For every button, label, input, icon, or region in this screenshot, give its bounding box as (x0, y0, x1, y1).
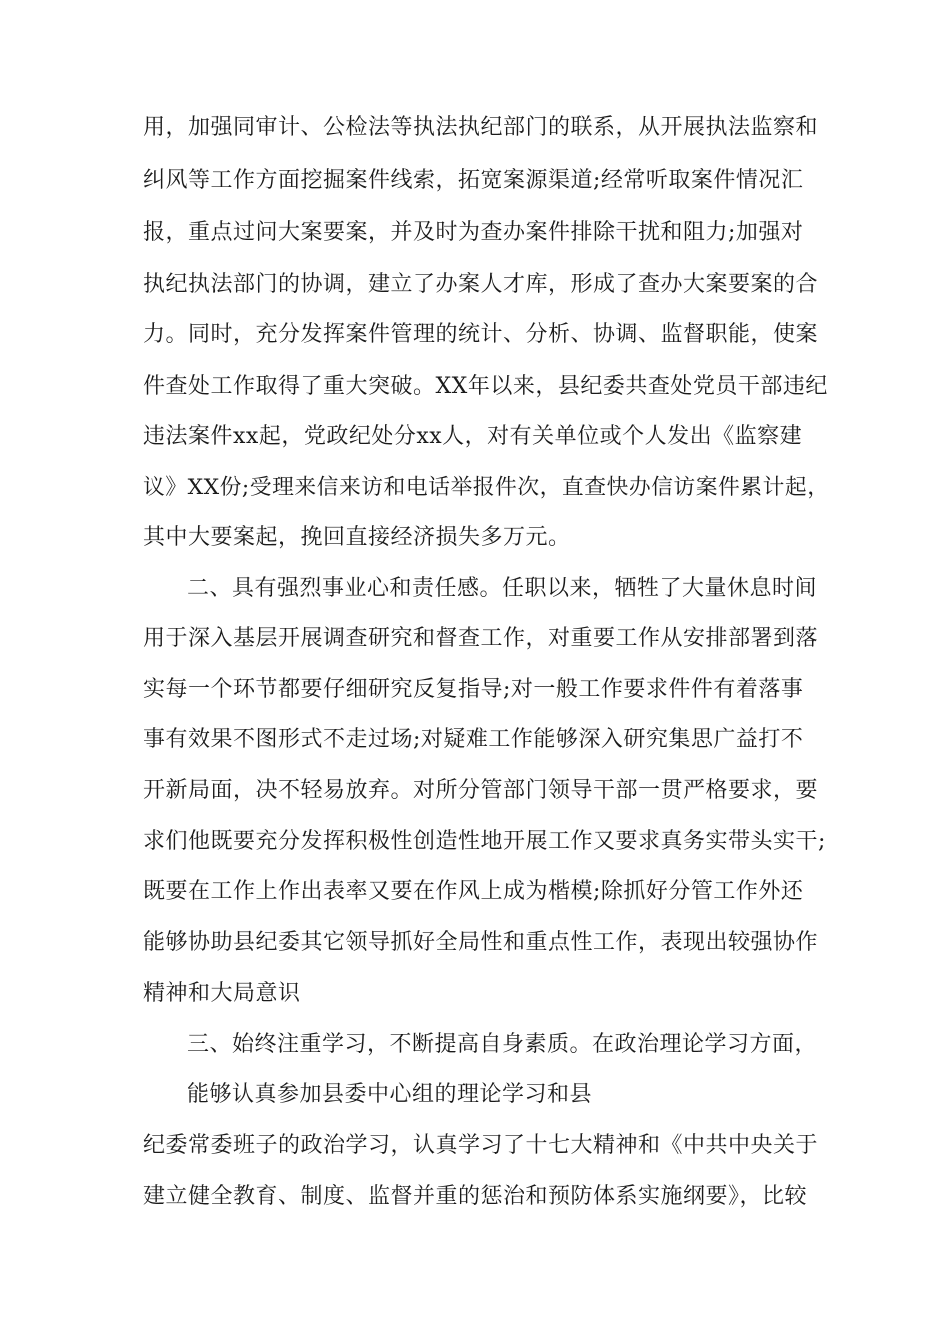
text-line-10: 二、具有强烈事业心和责任感。任职以来，牺牲了大量休息时间 (187, 576, 818, 601)
text-line-18: 精神和大局意识 (143, 981, 301, 1006)
text-line-7: 违法案件xx起，党政纪处分xx人，对有关单位或个人发出《监察建 (143, 424, 803, 449)
text-line-14: 开新局面，决不轻易放弃。对所分管部门领导干部一贯严格要求，要 (143, 778, 819, 803)
text-line-3: 报，重点过问大案要案，并及时为查办案件排除干扰和阻力;加强对 (143, 220, 804, 245)
text-line-2: 纠风等工作方面挖掘案件线索，拓宽案源渠道;经常听取案件情况汇 (143, 168, 804, 193)
text-line-21: 纪委常委班子的政治学习，认真学习了十七大精神和《中共中央关于 (143, 1133, 819, 1158)
text-line-1: 用，加强同审计、公检法等执法执纪部门的联系，从开展执法监察和 (143, 115, 819, 140)
text-line-22: 建立健全教育、制度、监督并重的惩治和预防体系实施纲要》，比较 (143, 1184, 808, 1209)
text-line-6: 件查处工作取得了重大突破。XX年以来，县纪委共查处党员干部违纪 (143, 374, 828, 399)
text-line-12: 实每一个环节都要仔细研究反复指导;对一般工作要求件件有着落事 (143, 677, 804, 702)
text-line-11: 用于深入基层开展调查研究和督查工作，对重要工作从安排部署到落 (143, 626, 819, 651)
text-line-16: 既要在工作上作出表率又要在作风上成为楷模;除抓好分管工作外还 (143, 879, 804, 904)
text-line-4: 执纪执法部门的协调，建立了办案人才库，形成了查办大案要案的合 (143, 272, 819, 297)
text-line-20: 能够认真参加县委中心组的理论学习和县 (187, 1082, 593, 1107)
text-line-17: 能够协助县纪委其它领导抓好全局性和重点性工作，表现出较强协作 (143, 930, 819, 955)
text-line-5: 力。同时，充分发挥案件管理的统计、分析、协调、监督职能，使案 (143, 322, 819, 347)
text-line-8: 议》XX份;受理来信来访和电话举报件次，直查快办信访案件累计起， (143, 475, 830, 500)
text-line-19: 三、始终注重学习，不断提高自身素质。在政治理论学习方面， (187, 1032, 818, 1057)
text-line-13: 事有效果不图形式不走过场;对疑难工作能够深入研究集思广益打不 (143, 727, 804, 752)
text-line-15: 求们他既要充分发挥积极性创造性地开展工作又要求真务实带头实干; (143, 829, 826, 854)
text-line-9: 其中大要案起，挽回直接经济损失多万元。 (143, 525, 571, 550)
